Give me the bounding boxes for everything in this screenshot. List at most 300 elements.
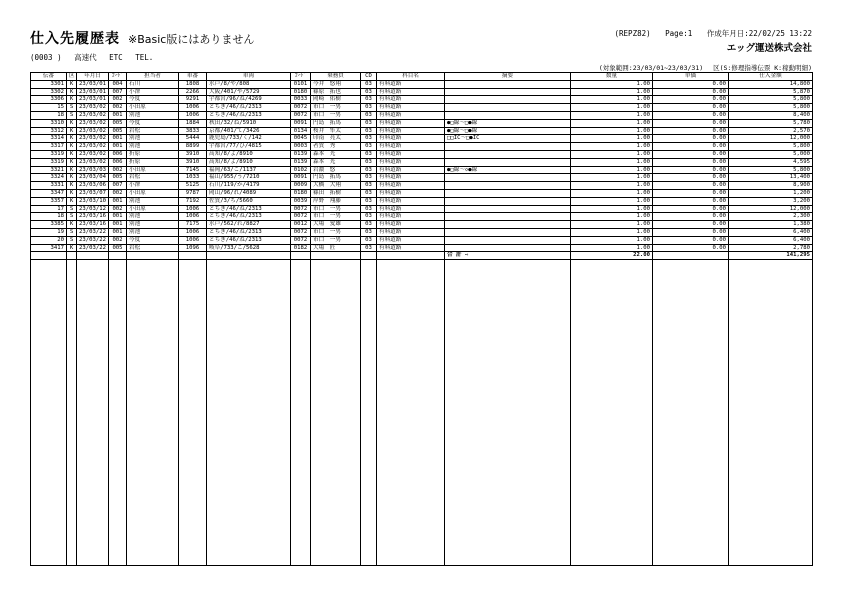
table-cell: 1884 <box>179 119 207 127</box>
table-cell: 岩松 <box>127 174 179 182</box>
table-cell: K <box>67 174 77 182</box>
table-cell <box>445 236 571 244</box>
table-cell: 桜井 隼太 <box>311 127 361 135</box>
table-cell: 岡山/96/れ/4089 <box>207 189 291 197</box>
table-cell: S <box>67 228 77 236</box>
table-cell: 別池 <box>127 111 179 119</box>
table-cell: 004 <box>109 80 127 88</box>
table-cell: 岩松 <box>127 244 179 252</box>
table-cell: 001 <box>109 213 127 221</box>
table-cell: 1.00 <box>571 221 653 229</box>
table-cell: 0.00 <box>653 189 729 197</box>
report-range <box>593 63 812 72</box>
column-header: 仕入金額 <box>729 73 813 81</box>
table-cell: 006 <box>109 150 127 158</box>
table-cell: 1.00 <box>571 244 653 252</box>
table-cell: 03 <box>361 221 377 229</box>
table-cell: 1006 <box>179 111 207 119</box>
table-cell <box>653 252 729 260</box>
supplier-code: (0003 ) <box>30 53 62 62</box>
table-cell: 5125 <box>179 182 207 190</box>
table-cell: とちぎ/46/ね/2313 <box>207 104 291 112</box>
empty-cell <box>291 260 311 566</box>
table-cell: 0182 <box>291 244 311 252</box>
table-cell <box>207 252 291 260</box>
table-row <box>31 213 813 221</box>
table-cell: 5,870 <box>729 88 813 96</box>
table-cell: 3319 <box>31 158 67 166</box>
table-cell: 0134 <box>291 127 311 135</box>
table-cell: 0.00 <box>653 244 729 252</box>
table-cell: 3310 <box>31 119 67 127</box>
table-cell: 03 <box>361 135 377 143</box>
table-cell: 3317 <box>31 143 67 151</box>
table-cell: 3910 <box>179 158 207 166</box>
table-row <box>31 96 813 104</box>
table-cell: 京都/401/て/3426 <box>207 127 291 135</box>
table-cell <box>445 111 571 119</box>
table-cell: 1006 <box>179 213 207 221</box>
table-cell: 5,800 <box>729 143 813 151</box>
table-cell: 水戸/8/や/808 <box>207 80 291 88</box>
table-cell: 別池 <box>127 221 179 229</box>
table-cell: 高知/8/よ/8910 <box>207 158 291 166</box>
table-cell: 岸野 翔藤 <box>311 197 361 205</box>
table-cell: 別池 <box>127 228 179 236</box>
table-cell: 1808 <box>179 80 207 88</box>
empty-cell <box>127 260 179 566</box>
table-cell: 0091 <box>291 119 311 127</box>
table-cell: 0.00 <box>653 143 729 151</box>
table-cell: 8,900 <box>729 182 813 190</box>
empty-cell <box>377 260 445 566</box>
table-cell: 今度 <box>127 119 179 127</box>
empty-cell <box>571 260 653 566</box>
table-cell: 03 <box>361 166 377 174</box>
total-amount: 141,295 <box>729 252 813 260</box>
table-cell: S <box>67 205 77 213</box>
table-cell: 印南 亮太 <box>311 135 361 143</box>
table-cell: 001 <box>109 197 127 205</box>
table-cell <box>445 244 571 252</box>
table-cell: 有料道路 <box>377 236 445 244</box>
table-cell: 3,200 <box>729 197 813 205</box>
column-header: 乗務員 <box>311 73 361 81</box>
table-cell: 0.00 <box>653 111 729 119</box>
table-cell: 23/03/01 <box>77 96 109 104</box>
table-cell: □□IC～□●IC <box>445 135 571 143</box>
table-cell <box>31 252 67 260</box>
table-cell: 03 <box>361 158 377 166</box>
column-header: 区 <box>67 73 77 81</box>
column-header: 担当者 <box>127 73 179 81</box>
table-row <box>31 244 813 252</box>
empty-cell <box>445 260 571 566</box>
table-cell: 有料道路 <box>377 96 445 104</box>
program-id: (REPZ82) <box>614 29 651 38</box>
table-cell: 有料道路 <box>377 88 445 96</box>
history-table <box>30 72 813 566</box>
table-cell: 0.00 <box>653 228 729 236</box>
table-cell: 005 <box>109 119 127 127</box>
table-cell: 0003 <box>291 143 311 151</box>
table-cell: 1006 <box>179 104 207 112</box>
table-cell: 1.00 <box>571 104 653 112</box>
column-header: 伝番 <box>31 73 67 81</box>
created-date: 作成年月日:22/02/25 13:22 <box>706 29 812 38</box>
table-cell: 大場 愛雄 <box>311 221 361 229</box>
table-cell: 0.00 <box>653 150 729 158</box>
table-cell: 1.00 <box>571 213 653 221</box>
table-cell: 14,800 <box>729 80 813 88</box>
table-cell: とちぎ/46/ね/2313 <box>207 111 291 119</box>
table-cell: 03 <box>361 143 377 151</box>
table-cell: 高知/8/よ/8910 <box>207 150 291 158</box>
table-cell <box>445 182 571 190</box>
table-cell: 3321 <box>31 166 67 174</box>
table-cell: 市口 一男 <box>311 213 361 221</box>
table-row <box>31 127 813 135</box>
column-header: ｺｰﾄﾞ <box>291 73 311 81</box>
table-cell: 別池 <box>127 143 179 151</box>
table-cell: 1.00 <box>571 135 653 143</box>
table-row <box>31 228 813 236</box>
table-cell: 有料道路 <box>377 127 445 135</box>
table-cell: 市口 一男 <box>311 205 361 213</box>
table-cell: 有料道路 <box>377 197 445 205</box>
table-cell: S <box>67 104 77 112</box>
table-cell: S <box>67 236 77 244</box>
table-cell: 小田原 <box>127 166 179 174</box>
table-cell: K <box>67 221 77 229</box>
table-cell: 1,380 <box>729 221 813 229</box>
table-cell: 1.00 <box>571 119 653 127</box>
table-cell: 宇都宮/96/ね/4269 <box>207 96 291 104</box>
table-cell: 3306 <box>31 96 67 104</box>
table-cell: 1.00 <box>571 96 653 104</box>
table-cell: 0.00 <box>653 182 729 190</box>
table-cell: 23/03/02 <box>77 143 109 151</box>
table-row <box>31 174 813 182</box>
table-cell: 石川/119/か/4179 <box>207 182 291 190</box>
table-cell <box>445 80 571 88</box>
table-cell: 3357 <box>31 197 67 205</box>
table-cell: 1006 <box>179 236 207 244</box>
table-cell: 002 <box>109 96 127 104</box>
table-row <box>31 205 813 213</box>
table-cell: 1033 <box>179 174 207 182</box>
table-cell: 20 <box>31 236 67 244</box>
table-cell: 03 <box>361 228 377 236</box>
table-cell: 有料道路 <box>377 205 445 213</box>
table-cell: 1.00 <box>571 166 653 174</box>
table-cell: 2,570 <box>729 127 813 135</box>
table-cell: 0045 <box>291 135 311 143</box>
table-cell: 岩濃 悠 <box>311 166 361 174</box>
table-row <box>31 221 813 229</box>
table-row <box>31 236 813 244</box>
table-cell: 有料道路 <box>377 135 445 143</box>
table-cell: 別池 <box>127 213 179 221</box>
table-cell <box>77 252 109 260</box>
total-quantity: 22.00 <box>571 252 653 260</box>
table-cell: 23/03/03 <box>77 166 109 174</box>
table-cell: 有料道路 <box>377 182 445 190</box>
table-cell <box>445 174 571 182</box>
table-cell: 有料道路 <box>377 166 445 174</box>
table-cell: 8,400 <box>729 111 813 119</box>
table-cell: 0072 <box>291 205 311 213</box>
supplier-name: 高速代 <box>74 53 97 62</box>
table-row <box>31 88 813 96</box>
supplier-info <box>30 52 161 63</box>
table-cell: 0072 <box>291 104 311 112</box>
table-cell: 1.00 <box>571 205 653 213</box>
table-cell: 6,400 <box>729 228 813 236</box>
table-cell: 森本 光 <box>311 150 361 158</box>
table-cell: 3319 <box>31 150 67 158</box>
table-cell: 宇都宮/77/ひ/4815 <box>207 143 291 151</box>
table-cell: 23/03/02 <box>77 111 109 119</box>
table-cell: 9291 <box>179 96 207 104</box>
table-cell: 0012 <box>291 221 311 229</box>
table-cell: 23/03/12 <box>77 205 109 213</box>
table-cell: とちぎ/46/ね/2313 <box>207 213 291 221</box>
table-cell: 0.00 <box>653 96 729 104</box>
table-cell: 有料道路 <box>377 119 445 127</box>
table-cell: 0072 <box>291 228 311 236</box>
table-cell: 23/03/04 <box>77 174 109 182</box>
table-cell: 1.00 <box>571 182 653 190</box>
table-cell: 0091 <box>291 174 311 182</box>
table-row <box>31 189 813 197</box>
table-cell <box>179 252 207 260</box>
empty-cell <box>207 260 291 566</box>
table-cell: 03 <box>361 213 377 221</box>
table-cell: 13,400 <box>729 174 813 182</box>
empty-cell <box>179 260 207 566</box>
table-cell: 19 <box>31 228 67 236</box>
table-cell: 市口 一男 <box>311 228 361 236</box>
table-cell <box>291 252 311 260</box>
table-cell: 3324 <box>31 174 67 182</box>
table-cell <box>311 252 361 260</box>
table-cell: 23/03/01 <box>77 88 109 96</box>
table-cell: K <box>67 150 77 158</box>
report-meta <box>605 28 812 39</box>
table-cell: 6,400 <box>729 236 813 244</box>
table-cell: 002 <box>109 236 127 244</box>
table-cell: 大場 匠 <box>311 244 361 252</box>
table-cell: 0033 <box>291 96 311 104</box>
table-cell: 有料道路 <box>377 228 445 236</box>
basic-version-note: ※Basic版にはありません <box>128 33 255 46</box>
column-header: 年月日 <box>77 73 109 81</box>
table-row <box>31 135 813 143</box>
table-cell: 1.00 <box>571 197 653 205</box>
date-range: (対象範囲:23/03/01~23/03/31) <box>598 64 704 72</box>
table-cell: 001 <box>109 135 127 143</box>
table-cell: K <box>67 143 77 151</box>
table-cell: 有料道路 <box>377 150 445 158</box>
table-cell: 03 <box>361 205 377 213</box>
table-cell: 03 <box>361 88 377 96</box>
table-cell <box>127 252 179 260</box>
table-cell: 5444 <box>179 135 207 143</box>
table-cell: 03 <box>361 111 377 119</box>
table-cell: 秋田/32/ね/5910 <box>207 119 291 127</box>
table-cell: 0.00 <box>653 88 729 96</box>
table-cell <box>361 252 377 260</box>
table-row <box>31 143 813 151</box>
table-cell: 有料道路 <box>377 221 445 229</box>
table-cell: 001 <box>109 143 127 151</box>
table-cell: 23/03/16 <box>77 221 109 229</box>
table-cell: 7145 <box>179 166 207 174</box>
table-cell: 3302 <box>31 88 67 96</box>
table-cell: 23/03/01 <box>77 80 109 88</box>
table-cell <box>377 252 445 260</box>
table-cell: 3312 <box>31 127 67 135</box>
table-cell: 2266 <box>179 88 207 96</box>
table-cell: 4,595 <box>729 158 813 166</box>
table-cell: 0.00 <box>653 174 729 182</box>
category-legend: 区(S:修理指導伝票 K:稼動明細) <box>713 64 812 72</box>
table-cell <box>445 197 571 205</box>
table-cell: 5,780 <box>729 119 813 127</box>
table-cell: 1006 <box>179 228 207 236</box>
table-cell: 12,000 <box>729 205 813 213</box>
table-cell: 0.00 <box>653 158 729 166</box>
column-header: 車両 <box>207 73 291 81</box>
table-cell: 1.00 <box>571 189 653 197</box>
table-cell: 篠田 拓樹 <box>311 189 361 197</box>
table-cell: 市口 一男 <box>311 111 361 119</box>
table-cell <box>109 252 127 260</box>
table-cell: 0.00 <box>653 213 729 221</box>
table-cell: 001 <box>109 228 127 236</box>
column-header: 単価 <box>653 73 729 81</box>
table-cell: 有料道路 <box>377 80 445 88</box>
table-cell: K <box>67 88 77 96</box>
table-cell: とちぎ/46/ね/2313 <box>207 205 291 213</box>
table-cell <box>445 96 571 104</box>
table-cell: 1006 <box>179 205 207 213</box>
table-cell: とちぎ/46/ね/2313 <box>207 236 291 244</box>
table-cell: 0139 <box>291 150 311 158</box>
table-cell: 大橋 大翔 <box>311 182 361 190</box>
table-cell: 23/03/07 <box>77 189 109 197</box>
table-cell: 005 <box>109 244 127 252</box>
table-cell: 福山/955/う/7210 <box>207 174 291 182</box>
table-cell: 福岡/63/こ/1137 <box>207 166 291 174</box>
table-cell: S <box>67 213 77 221</box>
table-cell: 002 <box>109 205 127 213</box>
table-cell: 小澤 <box>127 182 179 190</box>
table-cell: 岡崎 佑樹 <box>311 96 361 104</box>
table-cell: 23/03/02 <box>77 104 109 112</box>
table-row <box>31 119 813 127</box>
table-cell: 1.00 <box>571 111 653 119</box>
table-cell: 23/03/16 <box>77 213 109 221</box>
table-cell: 7192 <box>179 197 207 205</box>
table-cell: 有料道路 <box>377 174 445 182</box>
table-cell: 岩松 <box>127 127 179 135</box>
table-cell: 円島 拓馬 <box>311 174 361 182</box>
empty-cell <box>109 260 127 566</box>
table-cell: 002 <box>109 104 127 112</box>
table-cell: 03 <box>361 96 377 104</box>
table-cell: 23/03/22 <box>77 236 109 244</box>
table-cell: K <box>67 197 77 205</box>
column-header: 科目名 <box>377 73 445 81</box>
table-cell: K <box>67 80 77 88</box>
table-cell: 002 <box>109 189 127 197</box>
table-cell: 002 <box>109 166 127 174</box>
table-cell: 岐阜/733/こ/5628 <box>207 244 291 252</box>
table-cell: 3833 <box>179 127 207 135</box>
table-cell <box>445 104 571 112</box>
table-cell: 03 <box>361 182 377 190</box>
table-cell: 篠原 拓也 <box>311 88 361 96</box>
table-cell: 0102 <box>291 166 311 174</box>
table-cell: 23/03/10 <box>77 197 109 205</box>
table-cell: 0.00 <box>653 127 729 135</box>
table-cell: 1.00 <box>571 80 653 88</box>
total-row <box>31 252 813 260</box>
table-cell <box>445 150 571 158</box>
table-cell: K <box>67 127 77 135</box>
table-cell <box>445 158 571 166</box>
table-cell: 001 <box>109 221 127 229</box>
table-cell: 15 <box>31 104 67 112</box>
table-cell: 03 <box>361 150 377 158</box>
table-cell: 7175 <box>179 221 207 229</box>
table-cell: 18 <box>31 213 67 221</box>
table-cell: 1.00 <box>571 158 653 166</box>
table-cell: 23/03/06 <box>77 182 109 190</box>
table-cell: 23/03/02 <box>77 127 109 135</box>
report-title <box>30 28 254 48</box>
table-cell: 水戸/562/れ/8827 <box>207 221 291 229</box>
table-cell: 小田原 <box>127 205 179 213</box>
total-label: 合 計 ⇨ <box>445 252 571 260</box>
empty-cell <box>31 260 67 566</box>
table-body <box>31 80 813 565</box>
table-cell: 23/03/22 <box>77 228 109 236</box>
table-cell: 03 <box>361 80 377 88</box>
table-cell: 23/03/02 <box>77 150 109 158</box>
table-cell: 03 <box>361 244 377 252</box>
table-cell: 大阪/401/や/5729 <box>207 88 291 96</box>
table-cell: 005 <box>109 127 127 135</box>
empty-cell <box>77 260 109 566</box>
table-cell: 3314 <box>31 135 67 143</box>
table-cell: 1.00 <box>571 88 653 96</box>
column-header: 車番 <box>179 73 207 81</box>
page-number: Page:1 <box>665 29 693 38</box>
empty-cell <box>311 260 361 566</box>
table-cell: 折原 <box>127 158 179 166</box>
supplier-tel: TEL. <box>135 53 154 62</box>
table-cell <box>445 213 571 221</box>
table-cell: K <box>67 166 77 174</box>
company-name: エッグ運送株式会社 <box>726 43 812 54</box>
table-cell: 1,200 <box>729 189 813 197</box>
table-cell: 1.00 <box>571 236 653 244</box>
table-cell: 9787 <box>179 189 207 197</box>
table-cell: 有料道路 <box>377 213 445 221</box>
